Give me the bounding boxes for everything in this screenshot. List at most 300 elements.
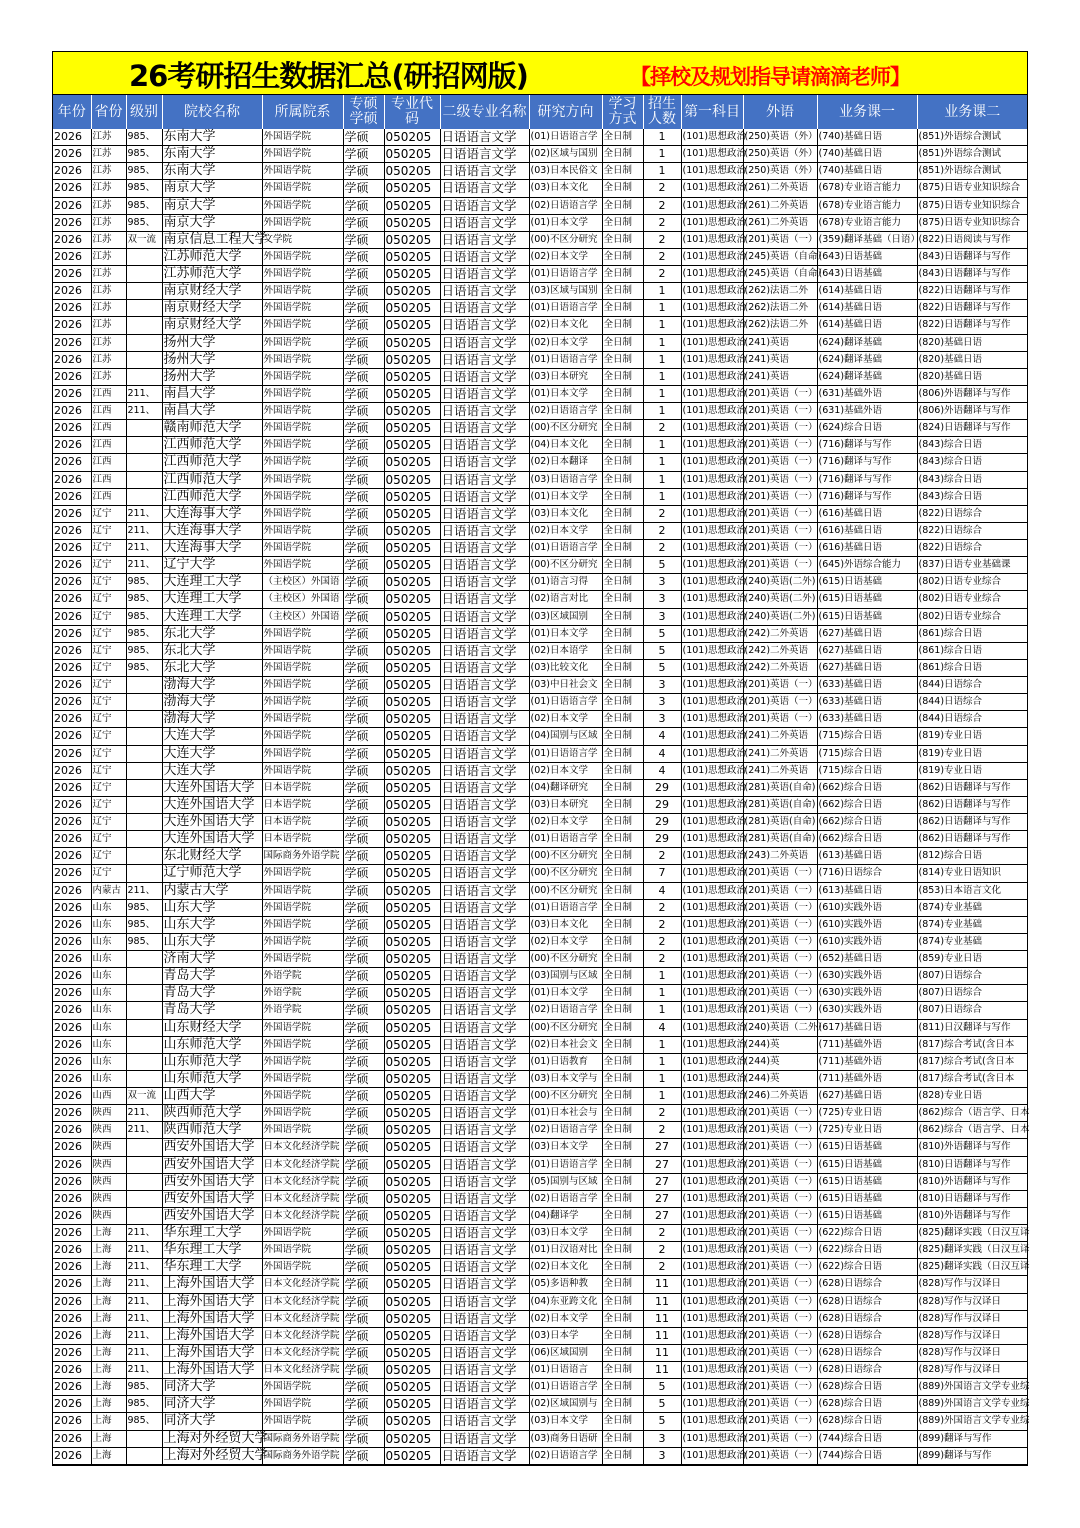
cell-first-subject: (101)思想政治 <box>681 865 743 882</box>
cell-foreign-language: (201)英语（一） <box>743 1156 817 1173</box>
cell-business-course-2: (837)日语专业基础课 <box>917 557 1027 574</box>
cell-major-code: 050205 <box>384 557 440 574</box>
cell-degree-type: 学硕 <box>343 300 384 317</box>
cell-business-course-2: (819)专业日语 <box>917 745 1027 762</box>
cell-level: 211、 <box>126 385 162 402</box>
cell-major-name: 日语语言文学 <box>440 129 529 146</box>
cell-year: 2026 <box>53 1190 91 1207</box>
cell-business-course-1: (740)基础日语 <box>817 146 917 163</box>
cell-research-direction: (01)日语语言学 <box>529 745 602 762</box>
cell-enrollment: 1 <box>643 454 681 471</box>
cell-study-mode: 全日制 <box>602 968 643 985</box>
cell-enrollment: 11 <box>643 1293 681 1310</box>
cell-business-course-1: (678)专业语言能力 <box>817 180 917 197</box>
cell-business-course-1: (615)日语基础 <box>817 1207 917 1224</box>
cell-year: 2026 <box>53 248 91 265</box>
cell-department: 外国语学院 <box>262 882 343 899</box>
table-row <box>53 711 1027 728</box>
cell-level <box>126 711 162 728</box>
cell-major-name: 日语语言文学 <box>440 1327 529 1344</box>
cell-major-name: 日语语言文学 <box>440 1413 529 1430</box>
cell-university: 江苏师范大学 <box>162 248 262 265</box>
cell-business-course-1: (652)基础日语 <box>817 951 917 968</box>
cell-major-name: 日语语言文学 <box>440 1225 529 1242</box>
cell-province: 辽宁 <box>91 642 126 659</box>
cell-foreign-language: (201)英语（一） <box>743 437 817 454</box>
cell-university: 渤海大学 <box>162 677 262 694</box>
cell-level <box>126 814 162 831</box>
cell-department: （主校区）外国语 <box>262 608 343 625</box>
cell-department: 外语学院 <box>262 985 343 1002</box>
cell-university: 江西师范大学 <box>162 437 262 454</box>
cell-university: 江西师范大学 <box>162 471 262 488</box>
cell-first-subject: (101)思想政治 <box>681 471 743 488</box>
cell-study-mode: 全日制 <box>602 814 643 831</box>
cell-major-name: 日语语言文学 <box>440 231 529 248</box>
cell-foreign-language: (261)二外英语 <box>743 180 817 197</box>
cell-department: 外国语学院 <box>262 403 343 420</box>
cell-province: 山东 <box>91 1070 126 1087</box>
cell-enrollment: 4 <box>643 882 681 899</box>
table-row <box>53 831 1027 848</box>
cell-major-name: 日语语言文学 <box>440 385 529 402</box>
cell-major-code: 050205 <box>384 1242 440 1259</box>
cell-major-code: 050205 <box>384 1225 440 1242</box>
cell-business-course-2: (819)专业日语 <box>917 728 1027 745</box>
table-row <box>53 163 1027 180</box>
cell-major-code: 050205 <box>384 1105 440 1122</box>
sheet-title: 26考研招生数据汇总(研招网版) <box>129 59 528 93</box>
cell-study-mode: 全日制 <box>602 1019 643 1036</box>
cell-level: 985、 <box>126 574 162 591</box>
cell-research-direction: (02)日本翻译 <box>529 454 602 471</box>
cell-year: 2026 <box>53 505 91 522</box>
cell-research-direction: (03)日本文化 <box>529 505 602 522</box>
cell-level <box>126 848 162 865</box>
cell-business-course-2: (862)日语翻译与写作 <box>917 796 1027 813</box>
cell-business-course-2: (825)翻译实践（日汉互译 <box>917 1225 1027 1242</box>
cell-research-direction: (03)区域与国别 <box>529 283 602 300</box>
cell-province: 江苏 <box>91 146 126 163</box>
cell-research-direction: (00)不区分研究 <box>529 865 602 882</box>
cell-major-code: 050205 <box>384 1344 440 1361</box>
cell-research-direction: (02)日语语言学 <box>529 197 602 214</box>
cell-major-code: 050205 <box>384 1276 440 1293</box>
cell-university: 江西师范大学 <box>162 454 262 471</box>
cell-university: 赣南师范大学 <box>162 420 262 437</box>
cell-business-course-1: (628)日语综合 <box>817 1310 917 1327</box>
cell-degree-type: 学硕 <box>343 1053 384 1070</box>
table-row <box>53 1379 1027 1396</box>
cell-first-subject: (101)思想政治 <box>681 266 743 283</box>
cell-business-course-1: (614)基础日语 <box>817 283 917 300</box>
cell-business-course-1: (610)实践外语 <box>817 933 917 950</box>
cell-year: 2026 <box>53 1344 91 1361</box>
cell-business-course-2: (817)综合考试(含日本 <box>917 1053 1027 1070</box>
cell-university: 江西师范大学 <box>162 488 262 505</box>
cell-study-mode: 全日制 <box>602 385 643 402</box>
cell-research-direction: (03)日语语言学 <box>529 471 602 488</box>
cell-university: 南昌大学 <box>162 385 262 402</box>
cell-level: 211、 <box>126 1105 162 1122</box>
cell-major-name: 日语语言文学 <box>440 1190 529 1207</box>
cell-research-direction: (03)日本文学 <box>529 1413 602 1430</box>
cell-year: 2026 <box>53 1019 91 1036</box>
cell-level: 985、 <box>126 625 162 642</box>
cell-business-course-1: (662)综合日语 <box>817 796 917 813</box>
cell-degree-type: 学硕 <box>343 1413 384 1430</box>
table-row <box>53 368 1027 385</box>
cell-enrollment: 5 <box>643 1413 681 1430</box>
cell-research-direction: (02)日语语言学 <box>529 1002 602 1019</box>
cell-major-code: 050205 <box>384 351 440 368</box>
cell-enrollment: 29 <box>643 814 681 831</box>
cell-first-subject: (101)思想政治 <box>681 214 743 231</box>
cell-major-name: 日语语言文学 <box>440 1122 529 1139</box>
table-row <box>53 1122 1027 1139</box>
cell-major-code: 050205 <box>384 146 440 163</box>
cell-province: 陕西 <box>91 1122 126 1139</box>
cell-study-mode: 全日制 <box>602 745 643 762</box>
cell-province: 辽宁 <box>91 608 126 625</box>
cell-foreign-language: (201)英语（一） <box>743 522 817 539</box>
cell-level: 211、 <box>126 1122 162 1139</box>
cell-year: 2026 <box>53 557 91 574</box>
cell-first-subject: (101)思想政治 <box>681 403 743 420</box>
cell-business-course-1: (740)基础日语 <box>817 163 917 180</box>
cell-enrollment: 11 <box>643 1362 681 1379</box>
cell-business-course-2: (817)综合考试(含日本 <box>917 1036 1027 1053</box>
cell-major-code: 050205 <box>384 368 440 385</box>
cell-major-code: 050205 <box>384 574 440 591</box>
cell-first-subject: (101)思想政治 <box>681 1122 743 1139</box>
cell-department: 外国语学院 <box>262 420 343 437</box>
cell-foreign-language: (201)英语（一） <box>743 505 817 522</box>
cell-level: 双一流 <box>126 231 162 248</box>
cell-business-course-1: (678)专业语言能力 <box>817 197 917 214</box>
column-header-business-course-2: 业务课二 <box>917 95 1027 129</box>
cell-business-course-1: (624)翻译基础 <box>817 334 917 351</box>
cell-major-code: 050205 <box>384 916 440 933</box>
cell-business-course-2: (851)外语综合测试 <box>917 129 1027 146</box>
cell-foreign-language: (281)英语(自命) <box>743 779 817 796</box>
cell-business-course-2: (875)日语专业知识综合 <box>917 197 1027 214</box>
table-row <box>53 557 1027 574</box>
cell-foreign-language: (201)英语（一） <box>743 1413 817 1430</box>
cell-year: 2026 <box>53 745 91 762</box>
cell-major-code: 050205 <box>384 1396 440 1413</box>
cell-enrollment: 2 <box>643 1105 681 1122</box>
cell-study-mode: 全日制 <box>602 1276 643 1293</box>
cell-degree-type: 学硕 <box>343 522 384 539</box>
cell-province: 江苏 <box>91 334 126 351</box>
cell-study-mode: 全日制 <box>602 1190 643 1207</box>
table-row <box>53 968 1027 985</box>
cell-first-subject: (101)思想政治 <box>681 968 743 985</box>
cell-research-direction: (01)日语语言学 <box>529 266 602 283</box>
cell-level <box>126 248 162 265</box>
cell-enrollment: 3 <box>643 1430 681 1447</box>
cell-province: 辽宁 <box>91 505 126 522</box>
table-row <box>53 505 1027 522</box>
cell-department: 外国语学院 <box>262 745 343 762</box>
cell-foreign-language: (261)二外英语 <box>743 214 817 231</box>
cell-enrollment: 2 <box>643 951 681 968</box>
cell-business-course-2: (828)写作与汉译日 <box>917 1310 1027 1327</box>
cell-degree-type: 学硕 <box>343 916 384 933</box>
cell-business-course-2: (810)外语翻译与写作 <box>917 1207 1027 1224</box>
cell-foreign-language: (201)英语（一） <box>743 933 817 950</box>
cell-degree-type: 学硕 <box>343 694 384 711</box>
cell-business-course-1: (627)基础日语 <box>817 659 917 676</box>
cell-major-code: 050205 <box>384 283 440 300</box>
cell-research-direction: (03)中日社会文 <box>529 677 602 694</box>
cell-major-code: 050205 <box>384 899 440 916</box>
cell-study-mode: 全日制 <box>602 180 643 197</box>
cell-first-subject: (101)思想政治 <box>681 728 743 745</box>
cell-research-direction: (01)日语语言学 <box>529 300 602 317</box>
cell-year: 2026 <box>53 916 91 933</box>
cell-level <box>126 831 162 848</box>
cell-foreign-language: (201)英语（一） <box>743 1293 817 1310</box>
cell-research-direction: (01)日语语言学 <box>529 694 602 711</box>
cell-university: 西安外国语大学 <box>162 1156 262 1173</box>
cell-business-course-2: (807)日语综合 <box>917 985 1027 1002</box>
cell-business-course-1: (627)基础日语 <box>817 625 917 642</box>
cell-study-mode: 全日制 <box>602 420 643 437</box>
table-row <box>53 334 1027 351</box>
cell-foreign-language: (201)英语（一） <box>743 385 817 402</box>
cell-study-mode: 全日制 <box>602 129 643 146</box>
cell-province: 辽宁 <box>91 557 126 574</box>
cell-research-direction: (01)日汉语对比 <box>529 1242 602 1259</box>
cell-first-subject: (101)思想政治 <box>681 540 743 557</box>
cell-first-subject: (101)思想政治 <box>681 283 743 300</box>
table-body <box>53 129 1030 1464</box>
cell-major-code: 050205 <box>384 985 440 1002</box>
cell-business-course-2: (825)翻译实践（日汉互译 <box>917 1259 1027 1276</box>
cell-level <box>126 745 162 762</box>
cell-foreign-language: (201)英语（一） <box>743 1002 817 1019</box>
cell-university: 山西大学 <box>162 1088 262 1105</box>
cell-year: 2026 <box>53 163 91 180</box>
cell-degree-type: 学硕 <box>343 1019 384 1036</box>
cell-university: 江苏师范大学 <box>162 266 262 283</box>
cell-business-course-1: (622)综合日语 <box>817 1242 917 1259</box>
cell-department: 外国语学院 <box>262 933 343 950</box>
cell-province: 陕西 <box>91 1139 126 1156</box>
table-row <box>53 625 1027 642</box>
cell-study-mode: 全日制 <box>602 951 643 968</box>
table-row <box>53 916 1027 933</box>
cell-foreign-language: (241)二外英语 <box>743 745 817 762</box>
cell-foreign-language: (201)英语（一） <box>743 403 817 420</box>
cell-first-subject: (101)思想政治 <box>681 146 743 163</box>
cell-province: 江苏 <box>91 351 126 368</box>
cell-major-code: 050205 <box>384 1088 440 1105</box>
cell-province: 辽宁 <box>91 728 126 745</box>
cell-major-code: 050205 <box>384 1207 440 1224</box>
cell-business-course-2: (899)翻译与写作 <box>917 1430 1027 1447</box>
cell-degree-type: 学硕 <box>343 1430 384 1447</box>
cell-major-name: 日语语言文学 <box>440 1036 529 1053</box>
table-row <box>53 1327 1027 1344</box>
cell-year: 2026 <box>53 677 91 694</box>
cell-major-name: 日语语言文学 <box>440 796 529 813</box>
table-row <box>53 1430 1027 1447</box>
table-row <box>53 574 1027 591</box>
cell-university: 南京财经大学 <box>162 283 262 300</box>
cell-study-mode: 全日制 <box>602 1259 643 1276</box>
cell-first-subject: (101)思想政治 <box>681 163 743 180</box>
cell-department: 外国语学院 <box>262 1019 343 1036</box>
table-row <box>53 694 1027 711</box>
cell-level: 985、 <box>126 197 162 214</box>
cell-major-name: 日语语言文学 <box>440 163 529 180</box>
table-row <box>53 659 1027 676</box>
cell-research-direction: (00)不区分研究 <box>529 951 602 968</box>
cell-foreign-language: (242)二外英语 <box>743 642 817 659</box>
cell-business-course-1: (631)基础外语 <box>817 403 917 420</box>
cell-major-code: 050205 <box>384 1173 440 1190</box>
column-header-first-subject: 第一科目 <box>681 95 743 129</box>
cell-department: 外国语学院 <box>262 283 343 300</box>
cell-level <box>126 488 162 505</box>
cell-level <box>126 437 162 454</box>
cell-university: 陕西师范大学 <box>162 1122 262 1139</box>
cell-degree-type: 学硕 <box>343 557 384 574</box>
cell-province: 上海 <box>91 1413 126 1430</box>
cell-province: 江苏 <box>91 197 126 214</box>
cell-research-direction: (02)日本文化 <box>529 317 602 334</box>
cell-research-direction: (04)翻译学 <box>529 1207 602 1224</box>
cell-department: 外国语学院 <box>262 865 343 882</box>
cell-province: 上海 <box>91 1430 126 1447</box>
cell-year: 2026 <box>53 574 91 591</box>
cell-year: 2026 <box>53 1105 91 1122</box>
cell-study-mode: 全日制 <box>602 317 643 334</box>
cell-degree-type: 学硕 <box>343 1225 384 1242</box>
cell-level: 985、 <box>126 591 162 608</box>
cell-first-subject: (101)思想政治 <box>681 351 743 368</box>
cell-province: 上海 <box>91 1242 126 1259</box>
cell-university: 西安外国语大学 <box>162 1207 262 1224</box>
cell-year: 2026 <box>53 522 91 539</box>
cell-province: 江苏 <box>91 129 126 146</box>
cell-research-direction: (03)日本文学与 <box>529 1070 602 1087</box>
cell-major-code: 050205 <box>384 1293 440 1310</box>
cell-study-mode: 全日制 <box>602 659 643 676</box>
cell-university: 东北大学 <box>162 659 262 676</box>
cell-research-direction: (02)日本文学 <box>529 522 602 539</box>
cell-business-course-2: (820)基础日语 <box>917 351 1027 368</box>
cell-enrollment: 5 <box>643 625 681 642</box>
cell-first-subject: (101)思想政治 <box>681 1259 743 1276</box>
cell-study-mode: 全日制 <box>602 779 643 796</box>
cell-business-course-1: (716)翻译与写作 <box>817 454 917 471</box>
cell-university: 西安外国语大学 <box>162 1190 262 1207</box>
cell-major-code: 050205 <box>384 745 440 762</box>
cell-major-code: 050205 <box>384 403 440 420</box>
cell-enrollment: 2 <box>643 505 681 522</box>
cell-degree-type: 学硕 <box>343 1396 384 1413</box>
cell-enrollment: 1 <box>643 163 681 180</box>
cell-major-code: 050205 <box>384 266 440 283</box>
cell-province: 辽宁 <box>91 625 126 642</box>
table-row <box>53 488 1027 505</box>
cell-study-mode: 全日制 <box>602 540 643 557</box>
cell-first-subject: (101)思想政治 <box>681 385 743 402</box>
cell-foreign-language: (201)英语（一） <box>743 1447 817 1464</box>
cell-department: 文学院 <box>262 231 343 248</box>
cell-year: 2026 <box>53 1396 91 1413</box>
cell-business-course-2: (822)日语翻译与写作 <box>917 300 1027 317</box>
cell-foreign-language: (281)英语(自命) <box>743 814 817 831</box>
cell-level <box>126 1156 162 1173</box>
cell-enrollment: 2 <box>643 540 681 557</box>
cell-degree-type: 学硕 <box>343 1379 384 1396</box>
cell-foreign-language: (262)法语二外 <box>743 300 817 317</box>
cell-department: 日本文化经济学院 <box>262 1310 343 1327</box>
cell-business-course-2: (875)日语专业知识综合 <box>917 214 1027 231</box>
cell-department: 外国语学院 <box>262 1259 343 1276</box>
cell-university: 大连海事大学 <box>162 540 262 557</box>
cell-foreign-language: (201)英语（一） <box>743 865 817 882</box>
cell-study-mode: 全日制 <box>602 711 643 728</box>
cell-foreign-language: (201)英语（一） <box>743 1396 817 1413</box>
cell-province: 辽宁 <box>91 848 126 865</box>
cell-enrollment: 2 <box>643 231 681 248</box>
cell-major-name: 日语语言文学 <box>440 745 529 762</box>
cell-study-mode: 全日制 <box>602 300 643 317</box>
cell-university: 大连理工大学 <box>162 574 262 591</box>
cell-year: 2026 <box>53 368 91 385</box>
cell-province: 江苏 <box>91 248 126 265</box>
cell-year: 2026 <box>53 334 91 351</box>
cell-enrollment: 1 <box>643 471 681 488</box>
cell-study-mode: 全日制 <box>602 248 643 265</box>
column-header-degree-type: 专硕学硕 <box>343 95 384 129</box>
cell-year: 2026 <box>53 933 91 950</box>
cell-foreign-language: (261)二外英语 <box>743 197 817 214</box>
cell-university: 渤海大学 <box>162 694 262 711</box>
cell-year: 2026 <box>53 779 91 796</box>
cell-level: 985、 <box>126 642 162 659</box>
cell-department: 外国语学院 <box>262 762 343 779</box>
cell-major-name: 日语语言文学 <box>440 882 529 899</box>
cell-study-mode: 全日制 <box>602 1344 643 1361</box>
cell-business-course-1: (715)综合日语 <box>817 728 917 745</box>
cell-degree-type: 学硕 <box>343 1122 384 1139</box>
cell-university: 上海对外经贸大学 <box>163 1430 268 1446</box>
cell-level: 985、 <box>126 1379 162 1396</box>
cell-first-subject: (101)思想政治 <box>681 1225 743 1242</box>
cell-province: 上海 <box>91 1293 126 1310</box>
cell-major-code: 050205 <box>384 677 440 694</box>
cell-study-mode: 全日制 <box>602 1207 643 1224</box>
cell-level <box>126 283 162 300</box>
cell-department: 外国语学院 <box>262 1053 343 1070</box>
cell-major-code: 050205 <box>384 248 440 265</box>
cell-foreign-language: (201)英语（一） <box>743 1344 817 1361</box>
cell-major-name: 日语语言文学 <box>440 574 529 591</box>
cell-business-course-1: (711)基础外语 <box>817 1070 917 1087</box>
cell-foreign-language: (250)英语（外） <box>743 129 817 146</box>
cell-enrollment: 2 <box>643 1225 681 1242</box>
cell-enrollment: 3 <box>643 694 681 711</box>
cell-major-name: 日语语言文学 <box>440 368 529 385</box>
cell-first-subject: (101)思想政治 <box>681 1327 743 1344</box>
